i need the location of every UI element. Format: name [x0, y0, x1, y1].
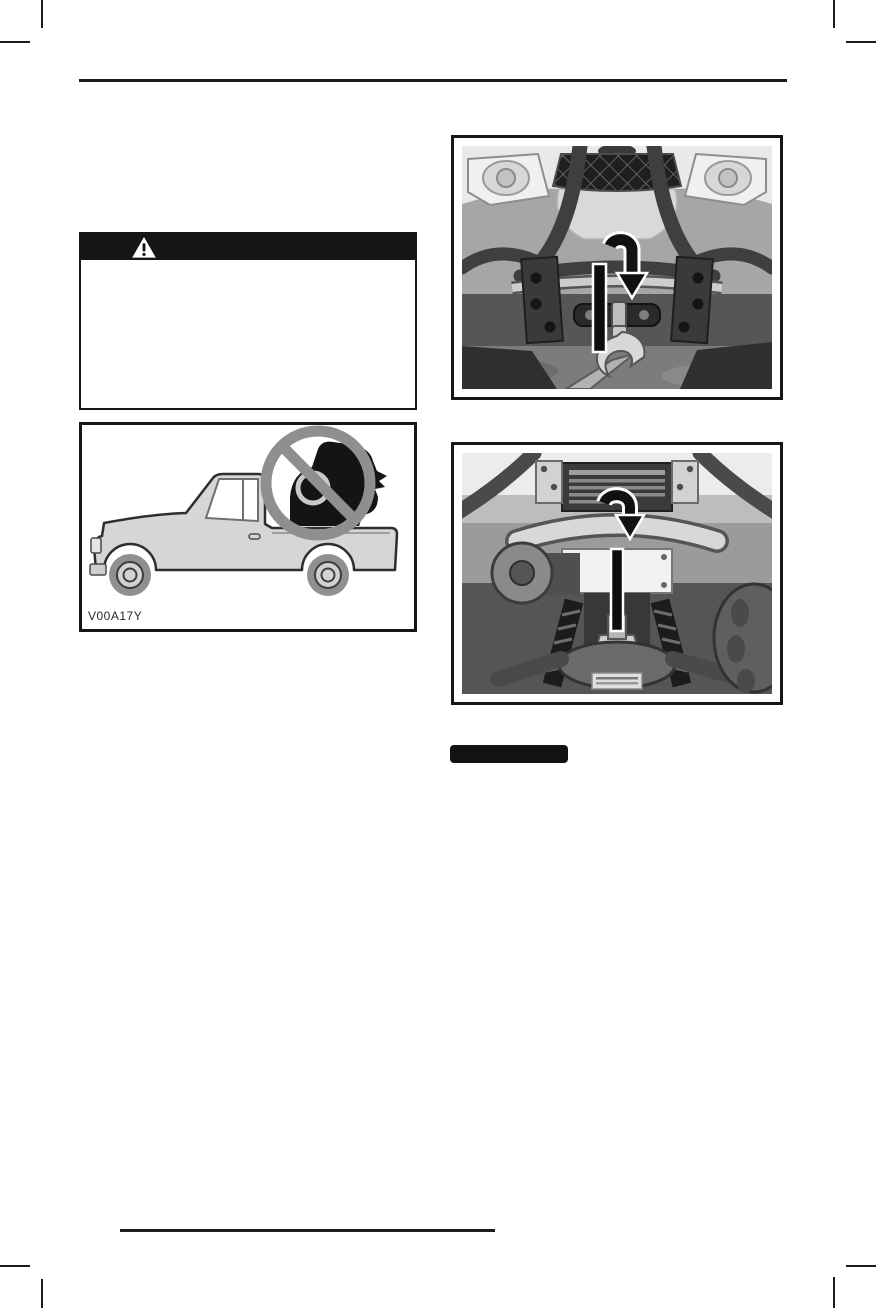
- truck-headlight: [91, 538, 101, 553]
- front-attachment-point: [574, 302, 660, 328]
- crop-mark-top-right-vertical: [833, 0, 835, 28]
- crop-mark-bottom-right-horizontal: [846, 1265, 876, 1267]
- front-tiedown-photo: [451, 135, 783, 400]
- crop-mark-bottom-left-vertical: [41, 1279, 43, 1308]
- truck-front-wheel: [109, 554, 151, 596]
- crop-mark-bottom-right-vertical: [833, 1277, 835, 1308]
- crop-mark-top-right-horizontal: [846, 41, 876, 43]
- rear-tiedown-photo: [451, 442, 783, 705]
- crop-mark-top-left-horizontal: [0, 41, 30, 43]
- left-bracket: [521, 257, 563, 343]
- truck-door-handle: [249, 534, 260, 539]
- truck-illustration: [82, 425, 414, 629]
- indicator-bar: [593, 264, 606, 352]
- right-bracket: [671, 257, 713, 343]
- rear-tiedown-photo-image: [462, 453, 772, 694]
- truck-bumper: [90, 564, 106, 575]
- warning-box: [79, 232, 417, 410]
- axle-warning-label: [592, 673, 642, 689]
- footnote-rule: [120, 1229, 495, 1232]
- left-headlight: [468, 154, 549, 205]
- notice-badge: [450, 745, 568, 763]
- truck-no-transport-figure: [79, 422, 417, 632]
- warning-header-bar: [80, 233, 416, 260]
- truck-rear-wheel: [307, 554, 349, 596]
- crop-mark-top-left-vertical: [41, 0, 43, 28]
- labels-plate: [562, 463, 672, 511]
- indicator-bar: [611, 549, 623, 631]
- warning-triangle-icon: [131, 236, 157, 259]
- right-headlight: [685, 154, 766, 205]
- front-tiedown-photo-image: [462, 146, 772, 389]
- header-rule: [79, 79, 787, 82]
- figure-caption-code: V00A17Y: [88, 609, 143, 623]
- crop-mark-bottom-left-horizontal: [0, 1265, 30, 1267]
